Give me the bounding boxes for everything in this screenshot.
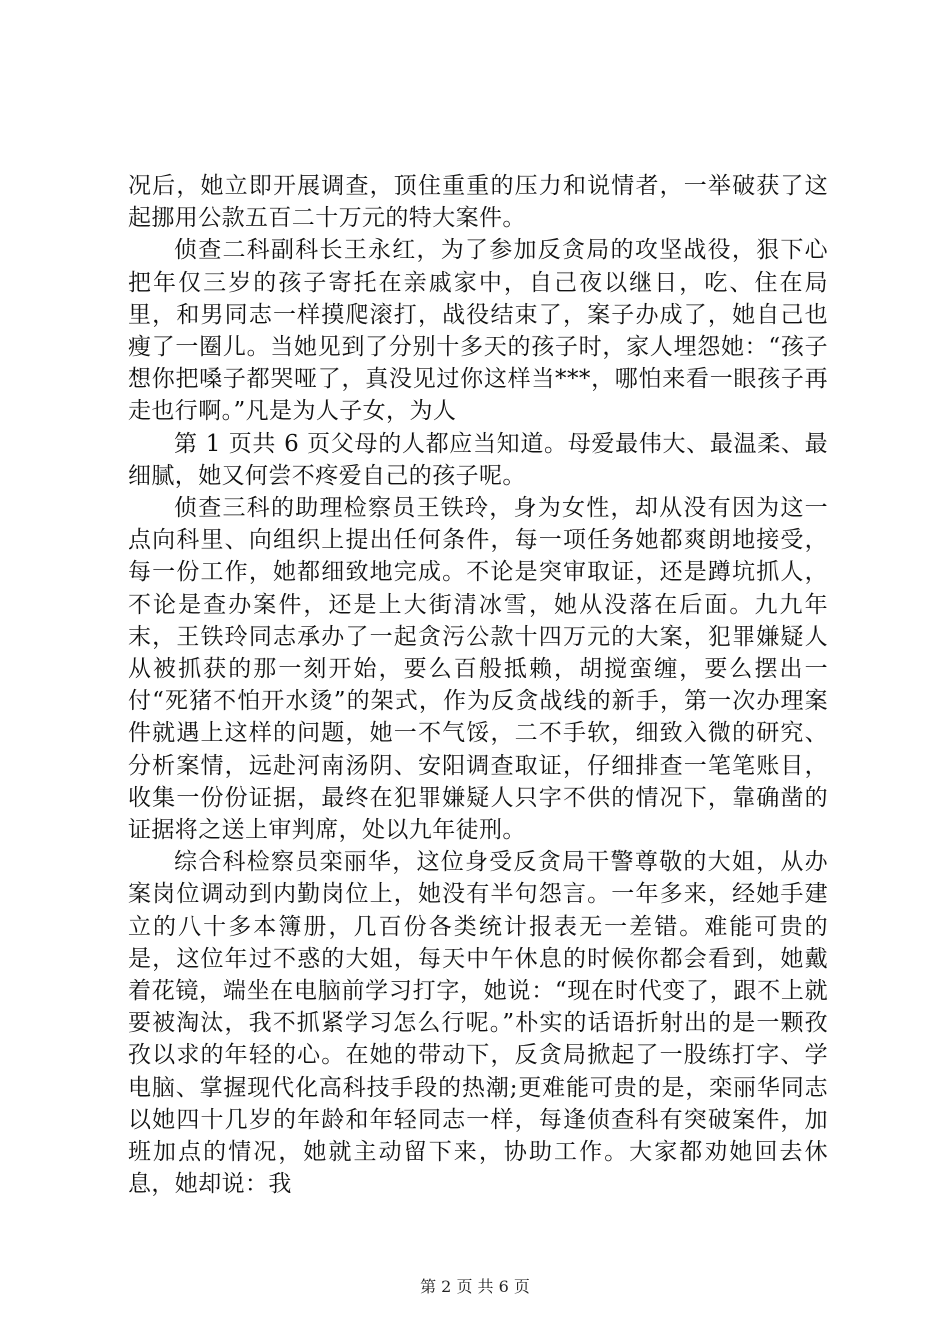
paragraph: 侦查三科的助理检察员王铁玲，身为女性，却从没有因为这一点向科里、向组织上提出任何条件，每一项任务她都爽朗地接受，每一份工作，她都细致地完成。不论是突审取证，还是蹲坑抓人，不论是查办案件，还是上大街清冰雪，她从没落在后面。九九年末，王铁玲同志承办了一起贪污公款十四万元的大案，犯罪嫌疑人从被抓获的那一刻开始，要么百般抵赖，胡搅蛮缠，要么摆出一付“死猪不怕开水烫”的架式，作为反贪战线的新手，第一次办理案件就遇上这样的问题，她一不气馁，二不手软，细致入微的研究、分析案情，远赴河南汤阴、安阳调查取证，仔细排查一笔笔账目，收集一份份证据，最终在犯罪嫌疑人只字不供的情况下，靠确凿的证据将之送上审判席，处以九年徒刑。: [128, 495, 828, 844]
paragraph: 第 1 页共 6 页父母的人都应当知道。母爱最伟大、最温柔、最细腻，她又何尝不疼爱自己的孩子呢。: [128, 430, 828, 489]
paragraph: 况后，她立即开展调查，顶住重重的压力和说情者，一举破获了这起挪用公款五百二十万元的特大案件。: [128, 173, 828, 232]
body-text: [128, 170, 828, 1201]
page-footer: 第 2 页 共 6 页: [420, 1277, 530, 1296]
paragraph: 综合科检察员栾丽华，这位身受反贪局干警尊敬的大姐，从办案岗位调动到内勤岗位上，她没有半句怨言。一年多来，经她手建立的八十多本簿册，几百份各类统计报表无一差错。难能可贵的是，这位年过不惑的大姐，每天中午休息的时候你都会看到，她戴着花镜，端坐在电脑前学习打字，她说：“现在时代变了，跟不上就要被淘汰，我不抓紧学习怎么行呢。”朴实的话语折射出的是一颗孜孜以求的年轻的心。在她的带动下，反贪局掀起了一股练打字、学电脑、掌握现代化高科技手段的热潮;更难能可贵的是，栾丽华同志以她四十几岁的年龄和年轻同志一样，每逢侦查科有突破案件，加班加点的情况，她就主动留下来，协助工作。大家都劝她回去休息，她却说：我: [128, 849, 828, 1198]
paragraph: 侦查二科副科长王永红，为了参加反贪局的攻坚战役，狠下心把年仅三岁的孩子寄托在亲戚家中，自己夜以继日，吃、住在局里，和男同志一样摸爬滚打，战役结束了，案子办成了，她自己也瘦了一圈儿。当她见到了分别十多天的孩子时，家人埋怨她：“孩子想你把嗓子都哭哑了，真没见过你这样当***，哪怕来看一眼孩子再走也行啊。”凡是为人子女，为人: [128, 237, 828, 425]
